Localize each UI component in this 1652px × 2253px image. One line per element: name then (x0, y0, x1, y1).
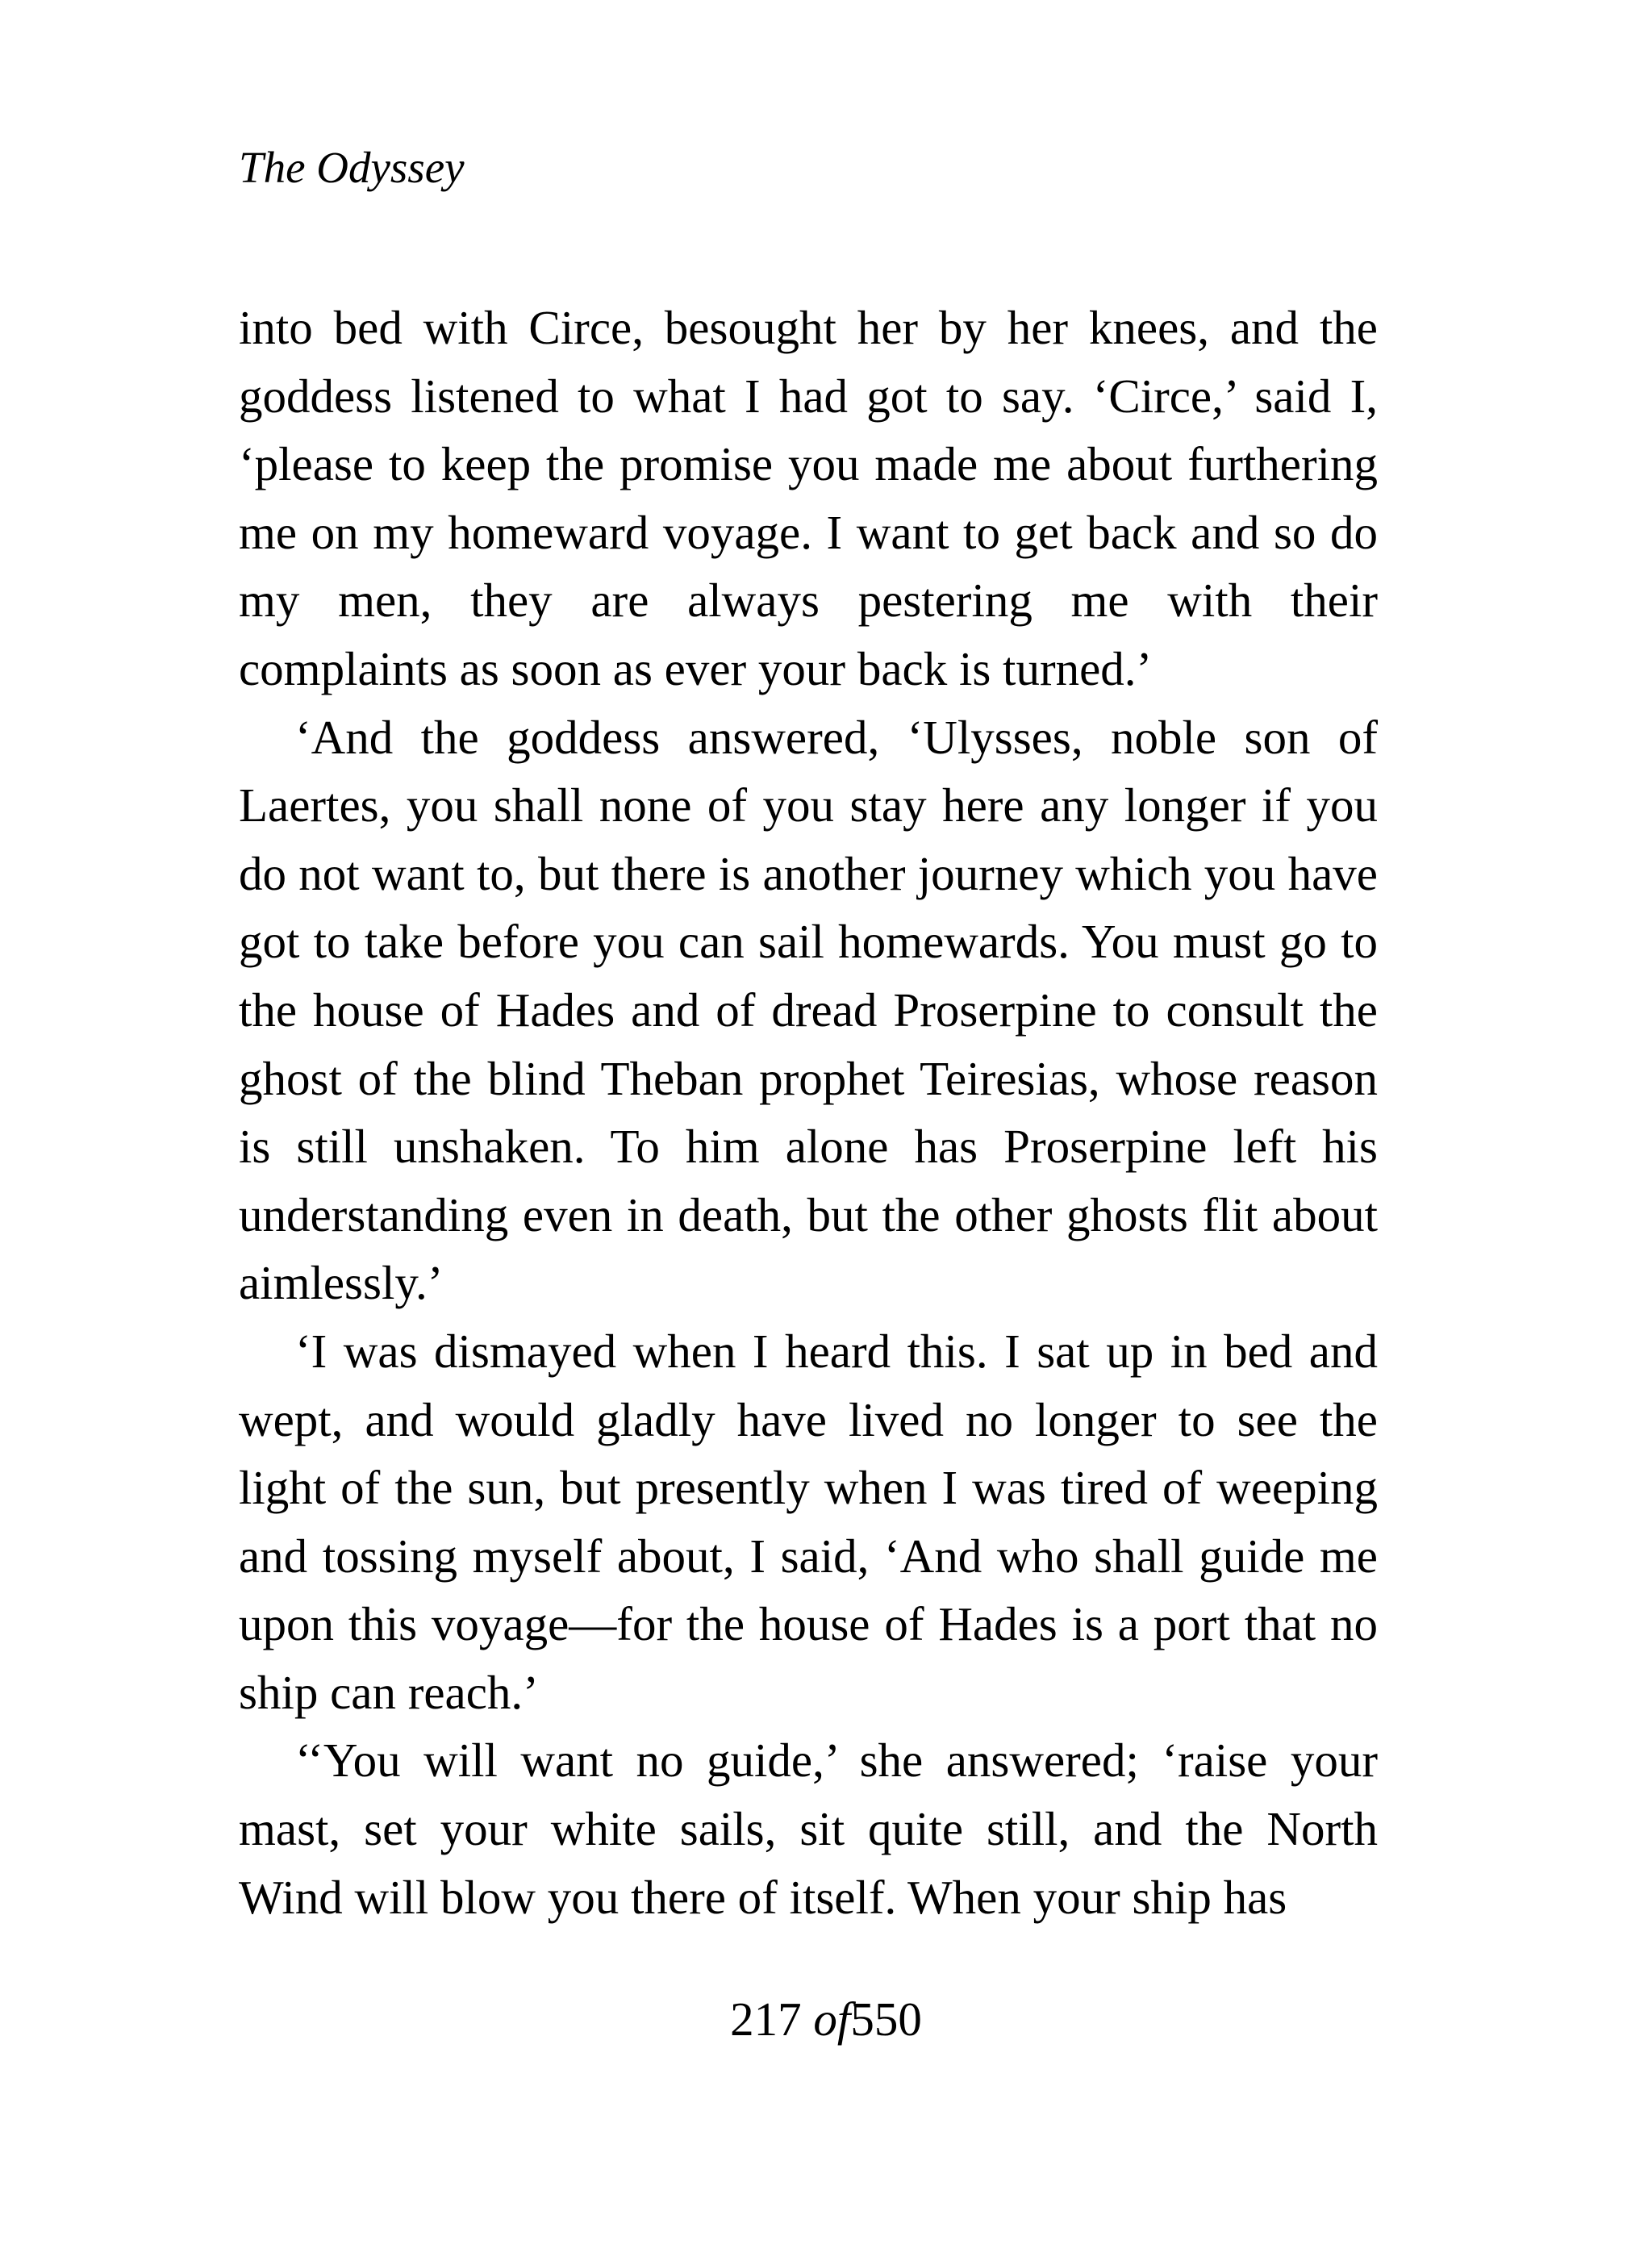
paragraph-2: ‘And the goddess answered, ‘Ulysses, noble son of Laertes, you shall none of you stay here any longer if you do not want to, but there is another journey which you have got to take before you can sail homewards. You must go to the house of Hades and of dread Proserpine to consult the ghost of the blind Theban prophet Teiresias, whose reason is still unshaken. To him alone has Proserpine left his understanding even in death, but the other ghosts flit about aimlessly.’ (239, 710, 1378, 1310)
page-body (239, 294, 1378, 1931)
page-number (0, 1992, 1652, 2046)
current-page-number: 217 (730, 1992, 802, 2046)
paragraph-4: ‘‘You will want no guide,’ she answered; ‘raise your mast, set your white sails, sit quite still, and the North Wind will blow you there of itself. When your ship has (239, 1734, 1378, 1924)
running-head-title: The Odyssey (239, 143, 465, 192)
total-pages: 550 (850, 1992, 922, 2046)
page-separator: of (813, 1992, 851, 2046)
paragraph-1: into bed with Circe, besought her by her knees, and the goddess listened to what I had got to say. ‘Circe,’ said I, ‘please to keep the promise you made me about furthering me on my homeward voyage. I want to get back and so do my men, they are always pestering me with their complaints as soon as ever your back is turned.’ (239, 301, 1378, 695)
paragraph-3: ‘I was dismayed when I heard this. I sat up in bed and wept, and would gladly have lived no longer to see the light of the sun, but presently when I was tired of weeping and tossing myself about, I said, ‘And who shall guide me upon this voyage—for the house of Hades is a port that no ship can reach.’ (239, 1324, 1378, 1719)
